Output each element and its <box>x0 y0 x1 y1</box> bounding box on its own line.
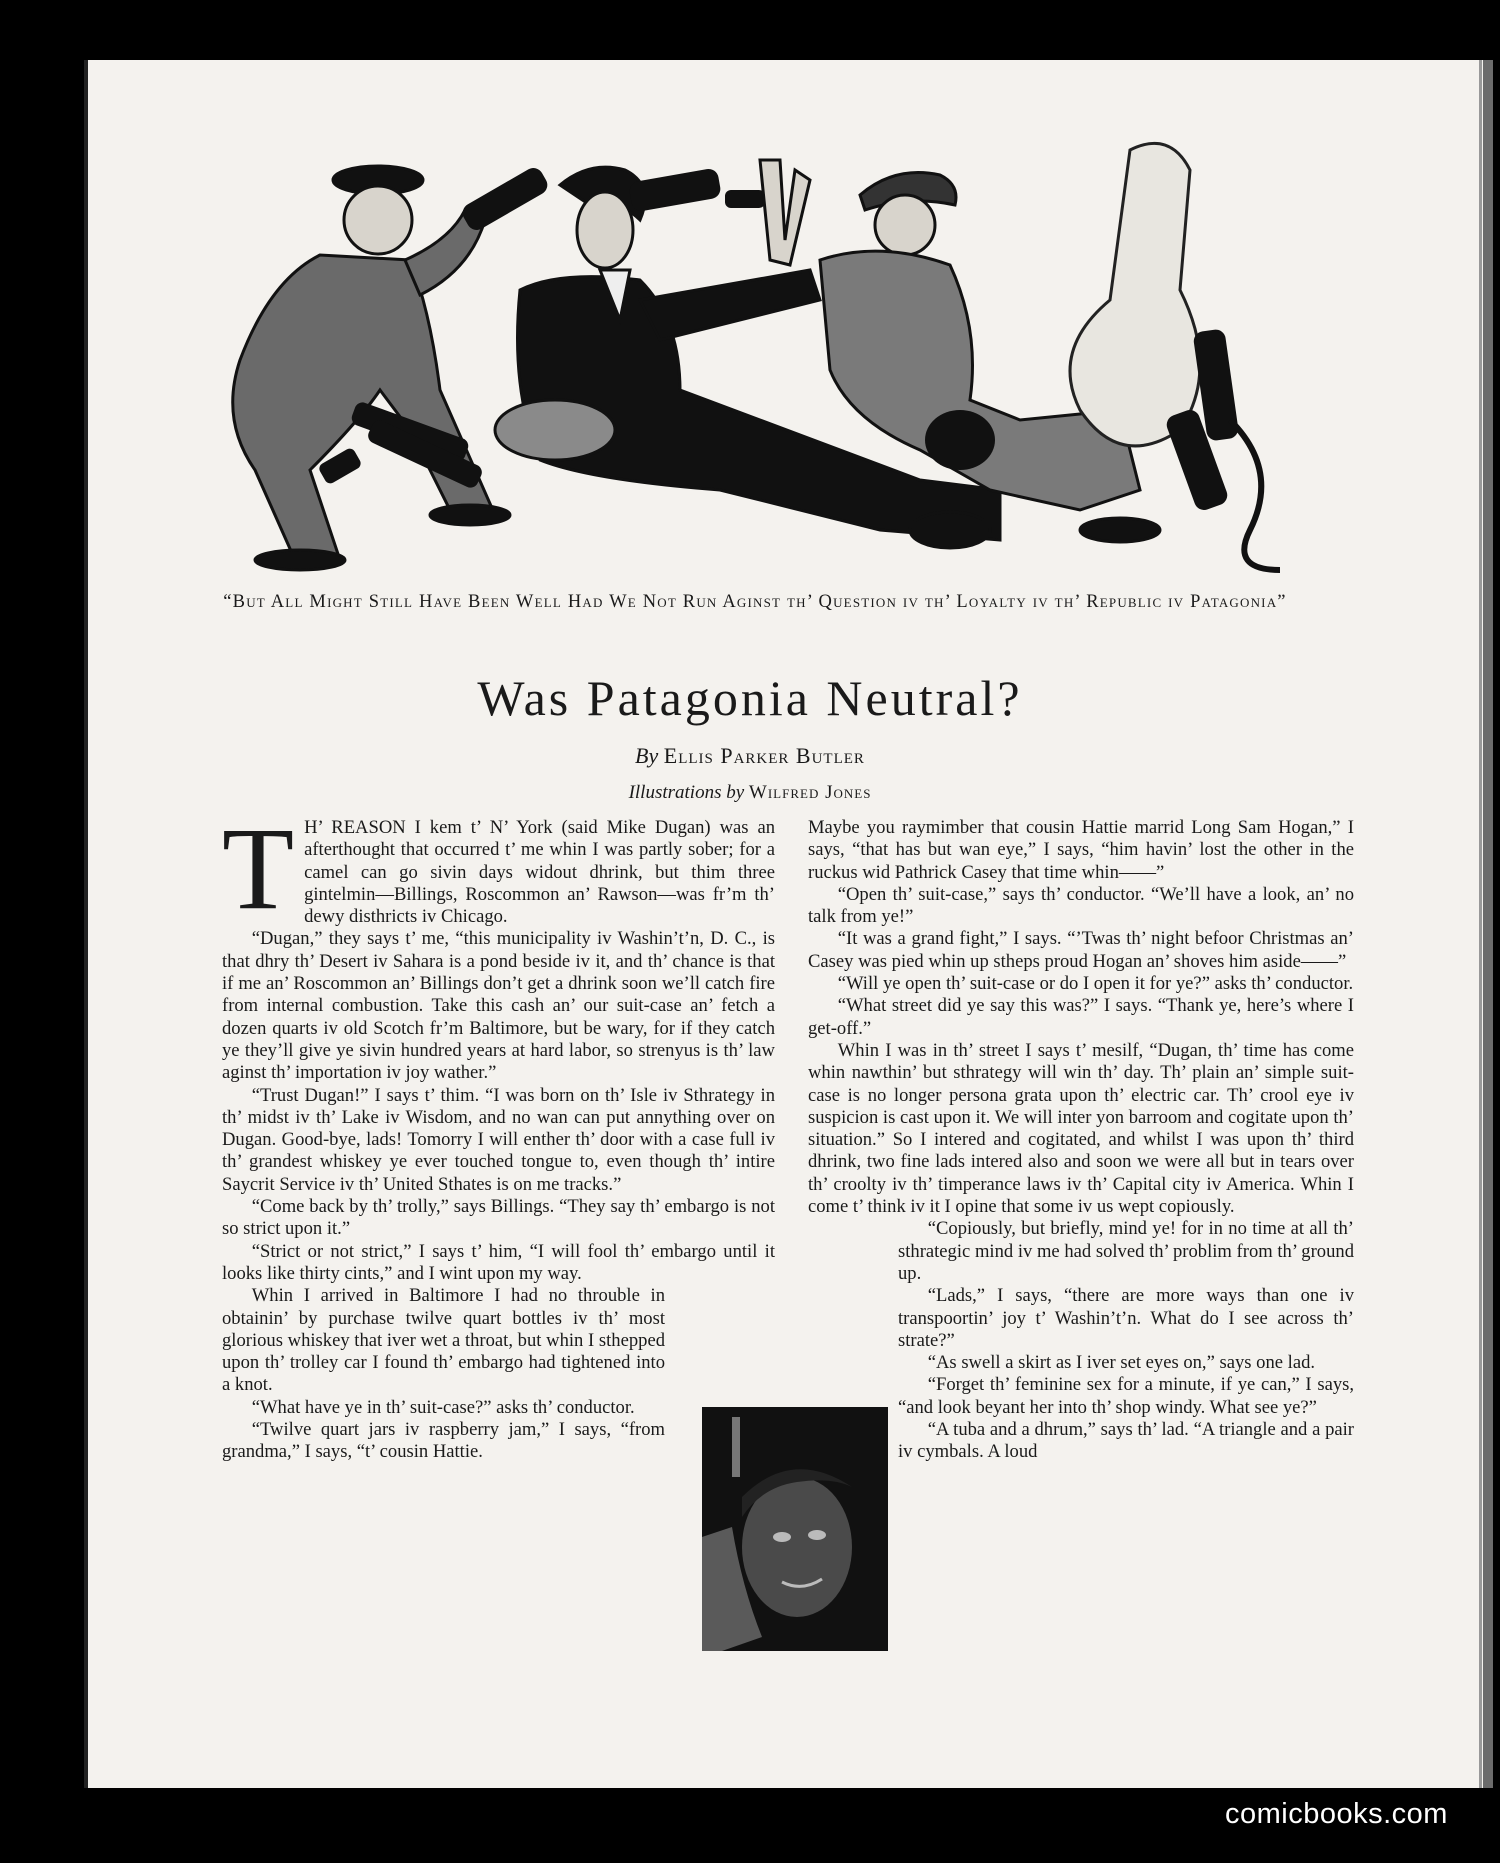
paragraph: Maybe you raymimber that cousin Hattie marrid Long Sam Hogan,” I says, “that has but wan eye,” I says, “him havin’ lost the other in the ruckus wid Pathrick Casey that time whin——” <box>808 817 1354 883</box>
paragraph: “Open th’ suit-case,” says th’ conductor. “We’ll have a look, an’ no talk from ye!” <box>808 883 1354 928</box>
paragraph: “Lads,” I says, “there are more ways than one iv transpoortin’ joy t’ Washin’t’n. What do I see across th’ strate?” <box>898 1285 1354 1351</box>
author-name: Ellis Parker Butler <box>663 743 865 768</box>
illustration-caption: “But All Might Still Have Been Well Had We Not Run Aginst th’ Question iv th’ Loyalty iv th’ Republic iv Patagonia” <box>223 592 1287 612</box>
article-title: Was Patagonia Neutral? <box>477 670 1023 726</box>
page-edge <box>1483 60 1493 1788</box>
illustrator-prefix: Illustrations by <box>628 782 745 803</box>
paragraph: “Trust Dugan!” I says t’ thim. “I was born on th’ Isle iv Sthrategy in th’ midst iv th’ Lake iv Wisdom, and no wan can put annything over on Dugan. Good-bye, lads! Tomorry I will enther th’ door with a case full iv th’ grandest whiskey ye ever touched tongue to, even though th’ intire Saycrit Service iv th’ United Sthates is on me tracks.” <box>222 1084 775 1195</box>
author-byline <box>300 743 1200 769</box>
bottle-group-center <box>628 167 765 212</box>
drop-cap: T <box>222 803 295 934</box>
paragraph: “Come back by th’ trolly,” says Billings. “They say th’ embargo is not so strict upon it.” <box>222 1196 775 1240</box>
paragraph: “Strict or not strict,” I says t’ him, “I will fool th’ embargo until it looks like thirty cints,” and I wint upon my way. <box>222 1240 775 1284</box>
paragraph: “Will ye open th’ suit-case or do I open it for ye?” asks th’ conductor. <box>837 973 1354 995</box>
paragraph: “What street did ye say this was?” I says. “Thank ye, here’s where I get-off.” <box>808 995 1354 1039</box>
paragraph: “Twilve quart jars iv raspberry jam,” I says, “from grandma,” I says, “t’ cousin Hattie. <box>222 1419 665 1463</box>
left-man-figure <box>233 166 510 570</box>
site-watermark: comicbooks.com <box>1225 1798 1448 1830</box>
paragraph: “Copiously, but briefly, mind ye! for in no time at all th’ sthrategic mind iv me had solved th’ problim from th’ ground up. <box>898 1218 1354 1284</box>
paragraph: Whin I arrived in Baltimore I had no throuble in obtainin’ by purchase twilve quart bottles iv th’ most glorious whiskey that iver wet a throat, but whin I sthepped upon th’ trolley car I found th’ embargo had tightened into a knot. <box>222 1285 665 1396</box>
illustrator-credit <box>300 781 1200 805</box>
paragraph: H’ REASON I kem t’ N’ York (said Mike Dugan) was an afterthought that occurred t’ me whin I was partly sober; for a camel can go sivin days widout dhrink, but thim three gintelmin—Billings, Roscommon an’ Rawson—was fr’m th’ dewy disthricts iv Chicago. <box>304 817 775 928</box>
text-column-right <box>808 817 1354 1464</box>
paragraph: “A tuba and a dhrum,” says th’ lad. “A triangle and a pair iv cymbals. A loud <box>898 1419 1354 1463</box>
byline-prefix: By <box>635 743 659 768</box>
header-illustration <box>120 90 1380 590</box>
bowler-hat <box>925 410 995 470</box>
paragraph: “Dugan,” they says t’ me, “this municipality iv Washin’t’n, D. C., is that dhry th’ Desert iv Sahara is a pond beside iv it, and th’ chance is that if me an’ Roscommon an’ Billings don’t get a dhrink soon we’ll catch fire from internal combustion. Take this cash an’ our suit-case an’ fetch a dozen quarts iv old Scotch fr’m Baltimore, but be wary, for if they catch ye they’ll give ye sivin hundred years at hard labor, so strenyus is th’ law aginst th’ importation iv joy wather.” <box>222 928 775 1084</box>
inset-portrait-illustration <box>702 1407 888 1651</box>
text-column-left <box>222 803 775 1464</box>
instrument-case <box>1070 143 1200 446</box>
illustrator-name: Wilfred Jones <box>748 782 872 803</box>
raised-hand <box>760 160 810 265</box>
page-edge-highlight <box>1479 60 1482 1788</box>
paragraph: “As swell a skirt as I iver set eyes on,” says one lad. <box>927 1352 1316 1374</box>
paragraph: “What have ye in th’ suit-case?” asks th’ conductor. <box>251 1396 635 1418</box>
paragraph: “Forget th’ feminine sex for a minute, if ye can,” I says, “and look beyant her into th’ shop windy. What see ye?” <box>898 1374 1354 1418</box>
paragraph: Whin I was in th’ street I says t’ mesilf, “Dugan, th’ time has come whin nawthin’ but sthrategy will win th’ day. Th’ plain an’ simple suit-case is no longer persona grata upon th’ electric car. Th’ crool eye iv suspicion is cast upon it. We will inter yon barroom and cogitate upon th’ situation.” So I intered and cogitated, and whilst I was upon th’ third dhrink, two fine lads intered also and soon we were all but in tears over th’ croolty iv th’ timperance laws iv th’ Capital city iv America. Whin I come t’ think iv it I opine that some iv us wept copiously. <box>808 1039 1354 1218</box>
paragraph: “It was a grand fight,” I says. “’Twas th’ night befoor Christmas an’ Casey was pied whin up stheps proud Hogan an’ shoves him aside——” <box>808 928 1354 972</box>
